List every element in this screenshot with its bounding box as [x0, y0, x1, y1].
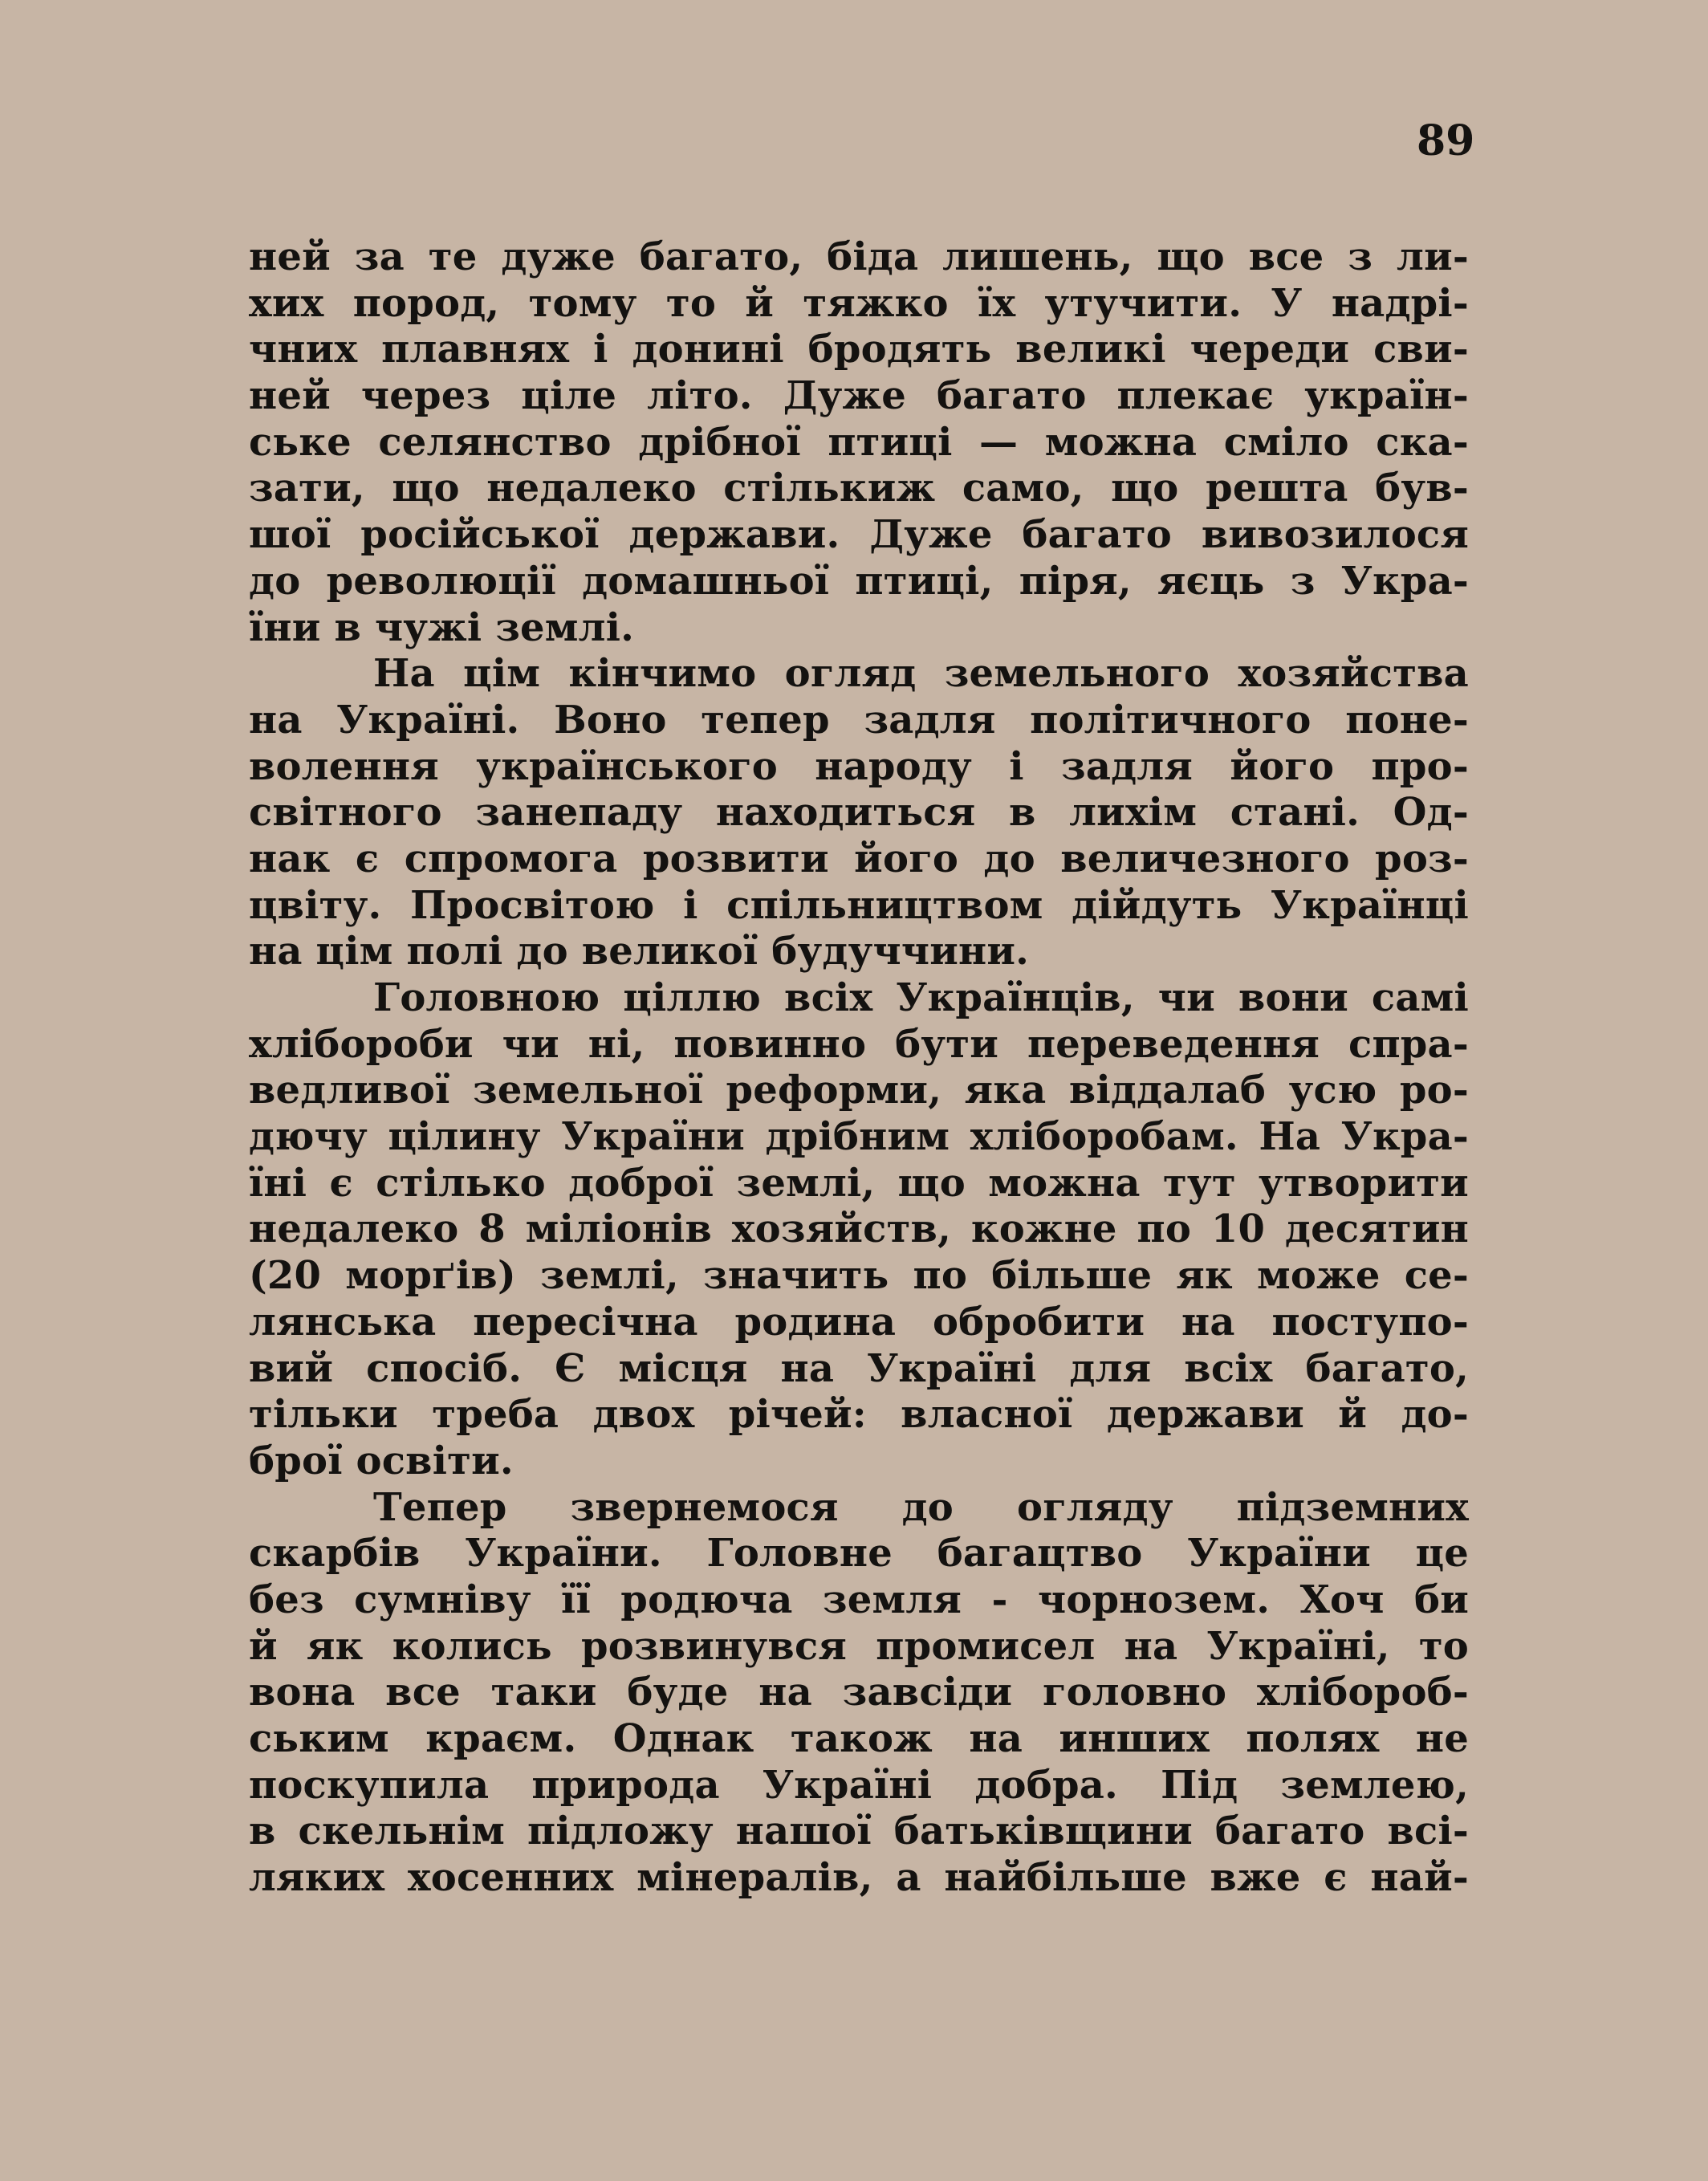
text-line: лянська пересічна родина обробити на поступо-	[249, 1299, 1469, 1345]
text-line: ведливої земельної реформи, яка віддалаб усю ро-	[249, 1068, 1469, 1113]
text-line: їни в чужі землі.	[249, 604, 635, 650]
text-line: ней через ціле літо. Дуже багато плекає україн-	[249, 373, 1469, 419]
text-line: хлібороби чи ні, повинно бути переведення спра-	[249, 1021, 1469, 1067]
text-line: чних плавнях і донині бродять великі череди сви-	[249, 327, 1469, 372]
text-line: на Україні. Воно тепер задля політичного поне-	[249, 697, 1469, 743]
text-line: брої освіти.	[249, 1438, 514, 1483]
text-line: вона все таки буде на завсіди головно хлібороб-	[249, 1670, 1469, 1715]
body-text	[249, 234, 1469, 1902]
text-line: ней за те дуже багато, біда лишень, що все з ли-	[249, 234, 1469, 279]
text-line: світного занепаду находиться в лихім стані. Од-	[249, 790, 1469, 836]
text-line: волення українського народу і задля його про-	[249, 743, 1469, 789]
text-line: скарбів України. Головне багацтво України це	[249, 1531, 1469, 1577]
text-line: тільки треба двох річей: власної держави й до-	[249, 1392, 1469, 1438]
text-line: й як колись розвинувся промисел на Україні, то	[249, 1623, 1469, 1669]
text-line: ляких хосенних мінералів, а найбільше вже є най-	[249, 1855, 1469, 1901]
text-line: до революції домашньої птиці, піря, яєць з Укра-	[249, 558, 1469, 604]
text-line: На цім кінчимо огляд земельного хозяйства	[373, 651, 1469, 697]
text-line: вий спосіб. Є місця на Україні для всіх багато,	[249, 1345, 1469, 1391]
text-line: (20 морґів) землі, значить по більше як може се-	[249, 1253, 1469, 1299]
text-line: їні є стілько доброї землі, що можна тут утворити	[249, 1160, 1469, 1206]
text-line: недалеко 8 міліонів хозяйств, кожне по 10 десятин	[249, 1206, 1469, 1252]
text-line: Тепер звернемося до огляду підземних	[373, 1484, 1469, 1530]
text-line: нак є спромога розвити його до величезного роз-	[249, 836, 1469, 881]
text-line: на цім полі до великої будуччини.	[249, 929, 1030, 975]
page-number: 89	[1417, 116, 1475, 165]
text-line: поскупила природа Україні добра. Під землею,	[249, 1762, 1469, 1808]
text-line: дючу цілину України дрібним хліборобам. На Укра-	[249, 1114, 1469, 1160]
text-line: цвіту. Просвітою і спільництвом дійдуть Українці	[249, 882, 1469, 928]
text-line: шої російської держави. Дуже багато вивозилося	[249, 512, 1469, 558]
text-line: зати, що недалеко стількиж само, що решта був-	[249, 466, 1469, 511]
text-line: ським краєм. Однак також на инших полях не	[249, 1716, 1469, 1761]
text-line: ське селянство дрібної птиці — можна сміло ска-	[249, 419, 1469, 465]
text-line: хих пород, тому то й тяжко їх утучити. У надрі-	[249, 280, 1469, 326]
text-line: Головною ціллю всіх Українців, чи вони самі	[373, 975, 1469, 1020]
text-line: без сумніву її родюча земля - чорнозем. Хоч би	[249, 1577, 1469, 1622]
text-line: в скельнім підложу нашої батьківщини багато всі-	[249, 1809, 1469, 1854]
